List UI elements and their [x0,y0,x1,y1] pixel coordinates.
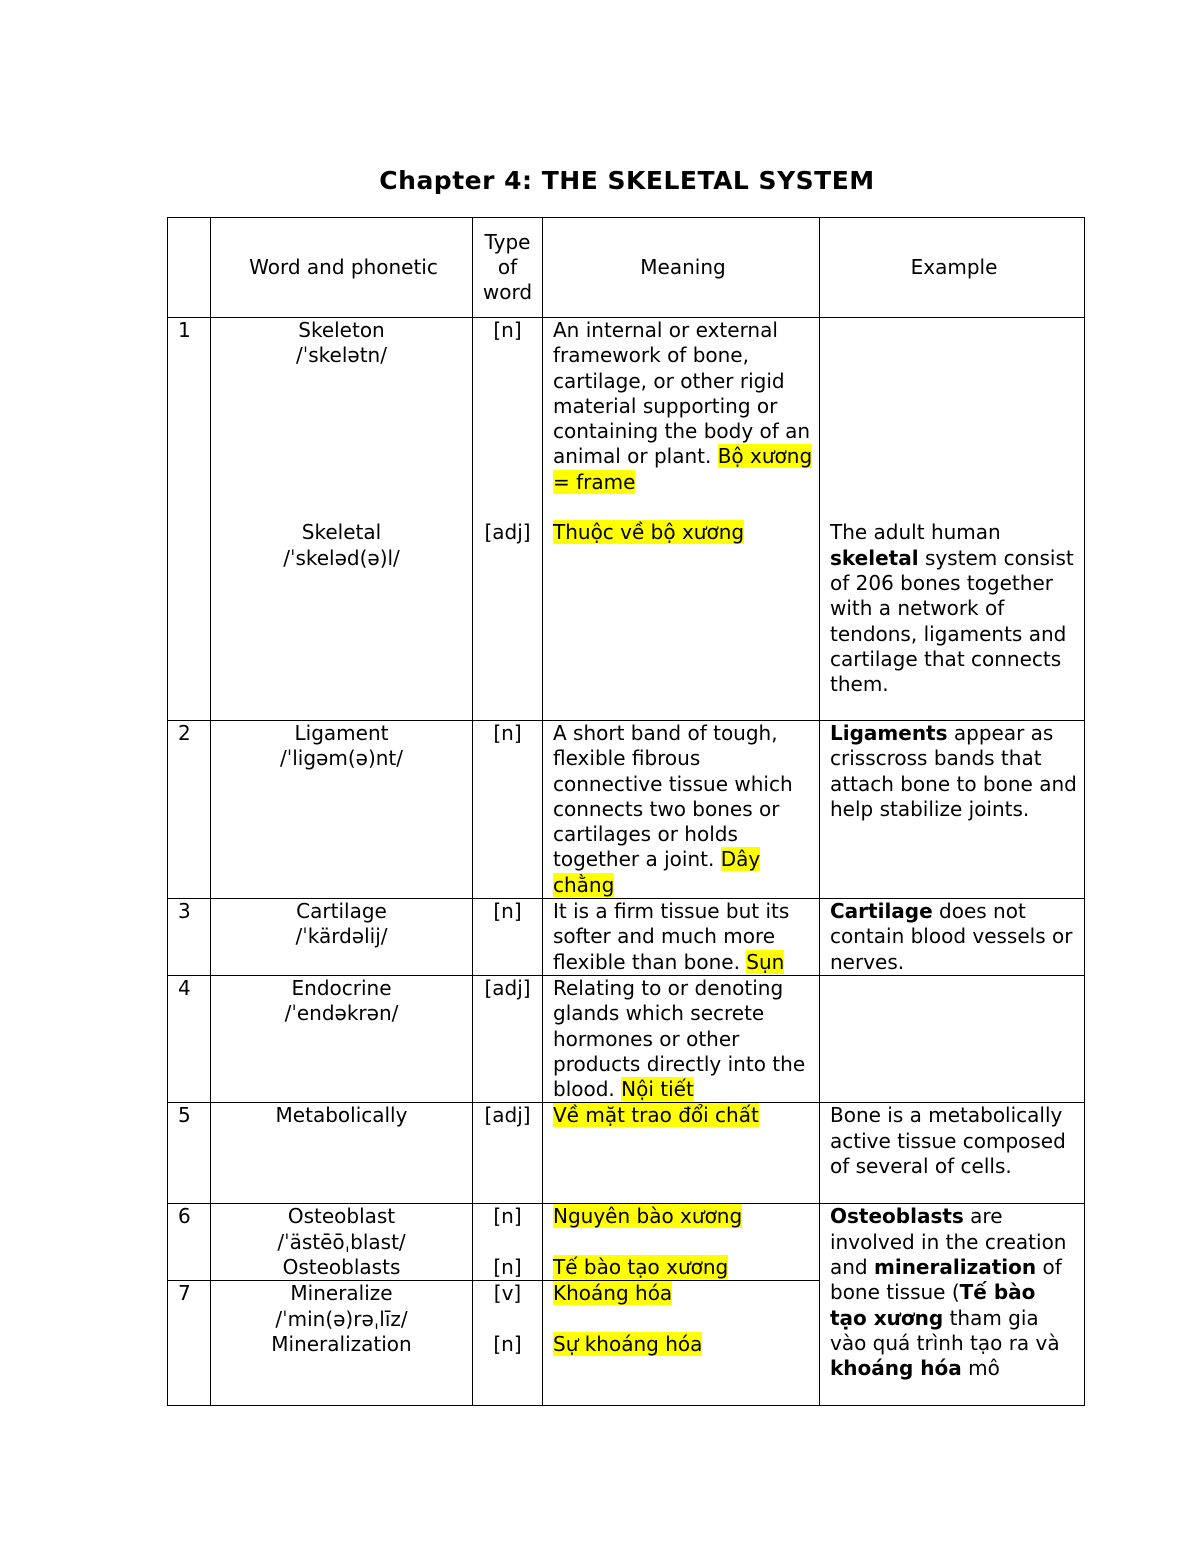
meaning-cell [543,899,820,976]
example-text: of bone tissue ( [830,1255,1062,1305]
phonetic: /ˈligəm(ə)nt/ [280,746,403,771]
header-example: Example [820,218,1085,318]
type-cell [473,318,543,721]
table-row [168,1103,1085,1204]
phonetic: /ˈästēōˌblast/ [277,1229,406,1254]
word-cell [211,975,473,1102]
word-cell [211,1281,473,1406]
meaning-cell [543,318,820,721]
example-cell [820,721,1085,899]
meaning-cell [543,1204,820,1281]
vietnamese-meaning: Nội tiết [621,1077,694,1102]
word: Skeletal [301,520,382,545]
word: Endocrine [291,975,392,1000]
example-keyword: Ligaments [830,721,948,745]
type-cell [473,1204,543,1281]
word-cell [211,1204,473,1281]
word-type: [adj] [473,975,543,1102]
vietnamese-meaning: Sụn [746,949,785,974]
word-type: [adj] [473,1103,543,1204]
phonetic: /ˈendəkrən/ [284,1001,399,1026]
example-cell [820,975,1085,1102]
row-number: 1 [168,318,211,721]
word-type: [n] [493,318,522,342]
example-text: mô [968,1356,1000,1381]
example-keyword: Cartilage [830,899,933,924]
row-number: 6 [168,1204,211,1281]
example-keyword: Tế bào tạo xương [830,1280,1036,1330]
row-number: 4 [168,975,211,1102]
example-cell [820,1204,1085,1406]
meaning-text: A short band of tough, flexible fibrous connective tissue which connects two bones or cartilages or holds together a joint. [553,721,793,872]
table-row [168,899,1085,976]
word-type: [n] [473,721,543,899]
phonetic: /ˈmin(ə)rəˌlīz/ [275,1306,408,1331]
meaning-cell [543,1281,820,1406]
example-text: does not contain blood vessels or nerves. [830,899,1073,974]
word-type: [n] [493,1255,522,1280]
vietnamese-meaning: Khoáng hóa [553,1281,673,1306]
vietnamese-meaning: Thuộc về bộ xương [553,520,745,545]
vietnamese-meaning: Sự khoáng hóa [553,1331,703,1356]
phonetic: /ˈskelətn/ [296,343,387,368]
example-text: appear as crisscross bands that attach bone to bone and help stabilize joints. [830,721,1077,821]
meaning-block [553,520,813,545]
header-num [168,218,211,318]
phonetic: /ˈskelǝd(ə)l/ [283,545,400,570]
meaning-cell [543,721,820,899]
type-cell [473,1281,543,1406]
example-keyword: Osteoblasts [830,1204,964,1229]
example-text: The adult human [830,520,1001,545]
word: Skeleton [298,318,385,342]
example-text: system consist of 206 bones together with a network of tendons, ligaments and cartilage that connects them. [830,545,1074,697]
meaning-cell [543,975,820,1102]
vocabulary-table [167,217,1085,1406]
table-header-row [168,218,1085,318]
table-row [168,1204,1085,1281]
header-word: Word and phonetic [211,218,473,318]
word-type: [n] [493,1204,522,1229]
example-text: are involved in the creation and [830,1204,1067,1280]
word-type: [v] [493,1281,522,1306]
example-text: tham gia vào quá trình tạo ra và [830,1305,1060,1355]
word-cell [211,318,473,721]
word-type: [n] [493,1331,522,1356]
example-keyword: mineralization [874,1255,1037,1280]
example-text: Bone is a metabolically active tissue composed of several of cells. [820,1103,1085,1204]
phonetic: /ˈkärdəlij/ [295,924,388,949]
word: Osteoblasts [282,1255,401,1280]
table-row [168,318,1085,721]
example-cell [820,899,1085,976]
meaning-text: Relating to or denoting glands which secrete hormones or other products directly into the blood. [553,975,806,1102]
vietnamese-meaning: Bộ xương = frame [553,444,813,494]
word: Osteoblast [287,1204,396,1229]
row-number: 3 [168,899,211,976]
word: Mineralize [290,1281,393,1306]
vietnamese-meaning: Về mặt trao đổi chất [553,1103,759,1128]
word-type: [adj] [484,520,531,545]
word: Cartilage [296,899,387,924]
word: Metabolically [211,1103,473,1204]
word-type: [n] [473,899,543,976]
row-number: 7 [168,1281,211,1406]
word: Mineralization [271,1331,412,1356]
meaning-text: An internal or external framework of bone, cartilage, or other rigid material supporting or containing the body of an animal or plant. [553,318,811,469]
header-type: Type of word [473,218,543,318]
word-cell [211,899,473,976]
word-cell [211,721,473,899]
page-title: Chapter 4: THE SKELETAL SYSTEM [379,166,875,195]
meaning-block [553,318,813,495]
table-row [168,721,1085,899]
word: Ligament [294,721,389,745]
vietnamese-meaning: Dây chằng [553,847,761,897]
meaning-text: It is a firm tissue but its softer and much more flexible than bone. [553,899,790,974]
row-number: 5 [168,1103,211,1204]
table-row [168,975,1085,1102]
vietnamese-meaning: Tế bào tạo xương [553,1255,729,1280]
row-number: 2 [168,721,211,899]
example-keyword: skeletal [830,545,919,570]
example-keyword: khoáng hóa [830,1356,962,1381]
meaning-cell [543,1103,820,1204]
vietnamese-meaning: Nguyên bào xương [553,1204,743,1229]
example-cell [820,318,1085,721]
header-meaning: Meaning [543,218,820,318]
